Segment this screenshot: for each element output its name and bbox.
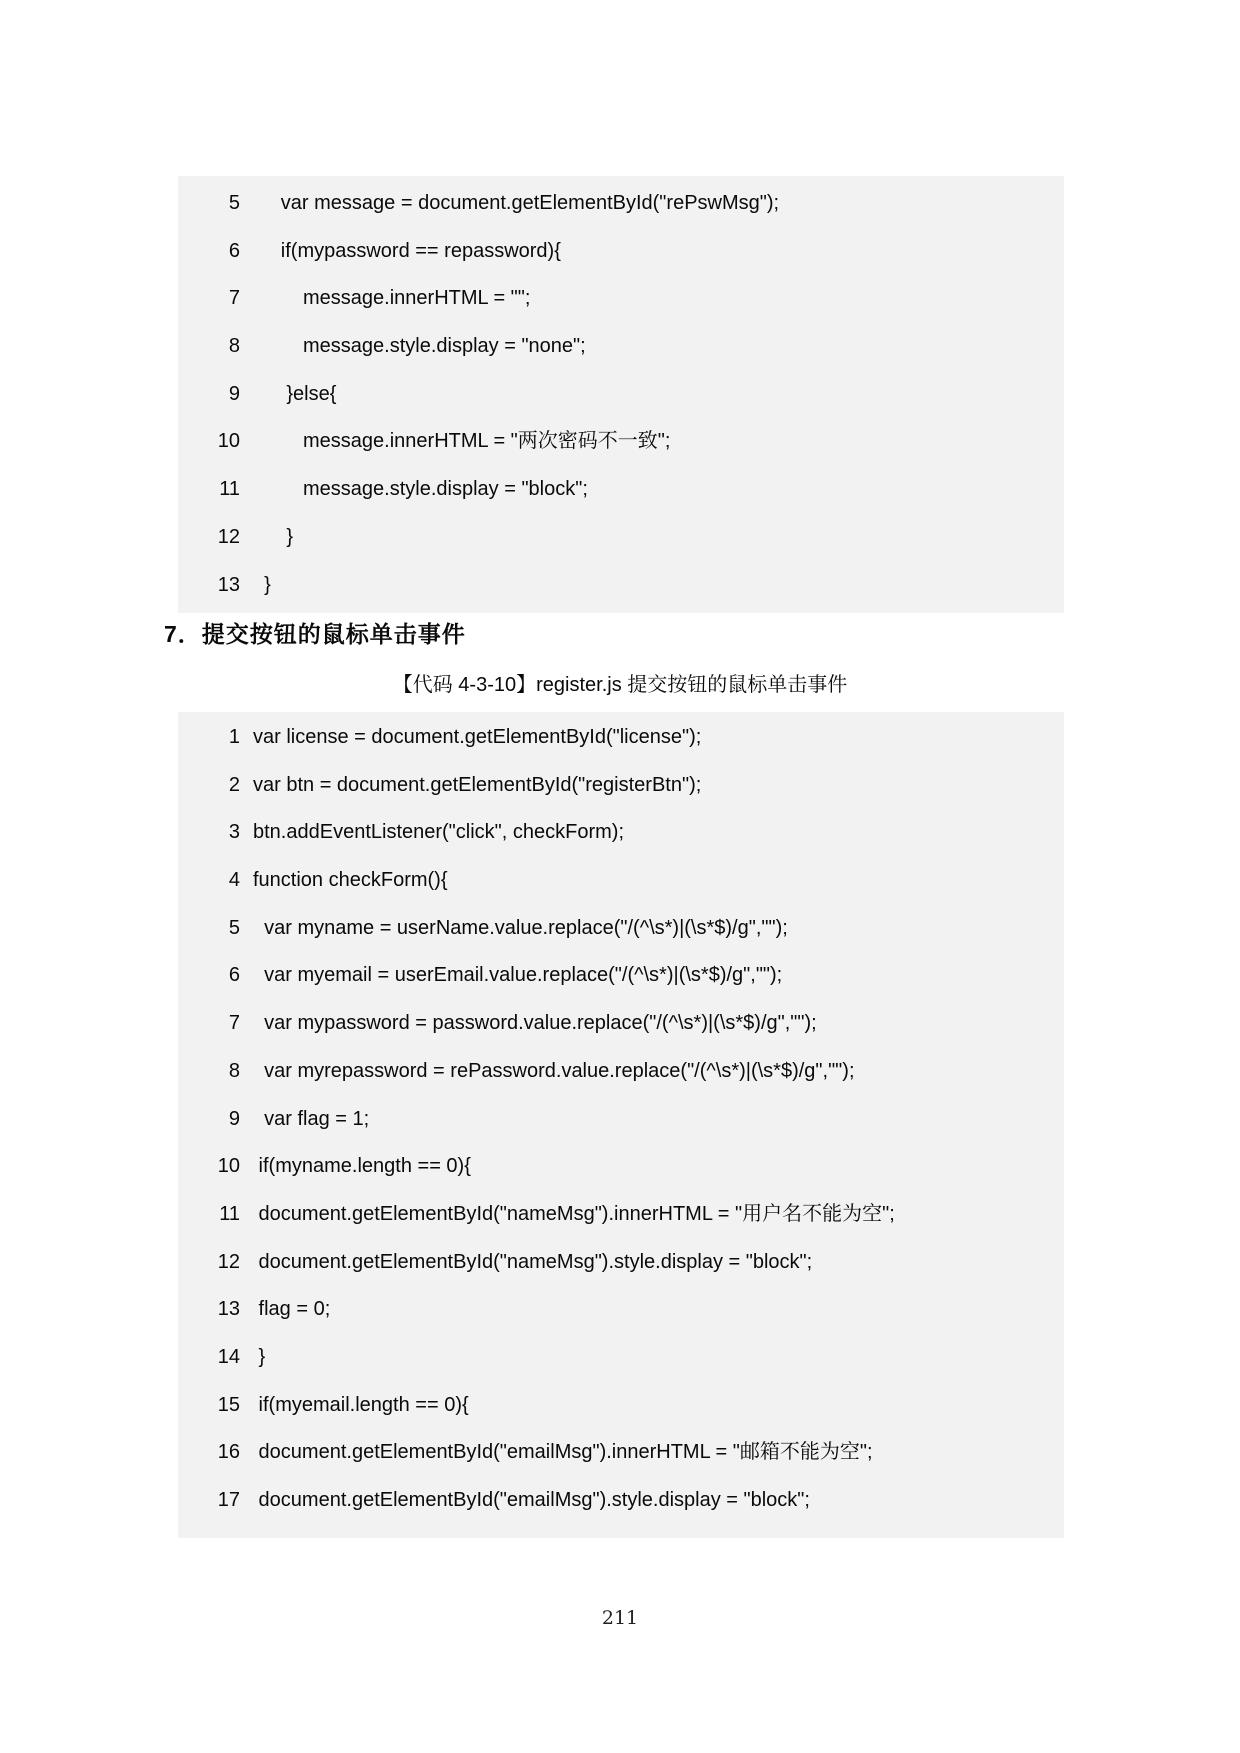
code-line [178,1143,1064,1191]
code-line [178,905,1064,953]
code-block-repswmsg [178,176,1064,613]
code-text: } [253,525,294,548]
line-number: 13 [217,573,240,596]
code-text: var license = document.getElementById("license"); [253,726,702,748]
code-line [178,371,1064,419]
code-text: var mypassword = password.value.replace("/(^\s*)|(\s*$)/g",""); [253,1012,817,1035]
code-line [178,466,1064,514]
line-number: 12 [217,525,240,548]
line-number: 16 [217,1441,240,1464]
code-line [178,228,1064,276]
code-line [178,1477,1064,1525]
line-number: 7 [228,1012,240,1035]
code-text: var myname = userName.value.replace("/(^\s*)|(\s*$)/g",""); [253,916,788,939]
code-line [178,323,1064,371]
code-line [178,714,1064,762]
code-text: flag = 0; [253,1298,331,1321]
code-line [178,180,1064,228]
code-line [178,1239,1064,1287]
code-line [178,762,1064,810]
code-text: if(myname.length == 0){ [253,1155,471,1178]
line-number: 14 [217,1345,240,1368]
code-line [178,809,1064,857]
code-text: } [253,1345,266,1368]
code-text: document.getElementById("emailMsg").style.display = "block"; [253,1489,810,1511]
code-text: document.getElementById("nameMsg").style.display = "block"; [253,1250,813,1273]
code-text: message.innerHTML = "两次密码不一致"; [253,430,671,453]
code-line [178,1286,1064,1334]
line-number: 1 [228,726,240,748]
code-text: var myemail = userEmail.value.replace("/(^\s*)|(\s*$)/g",""); [253,964,783,987]
code-line [178,1000,1064,1048]
code-text: function checkForm(){ [253,869,448,892]
line-number: 11 [219,478,240,501]
code-line [178,1048,1064,1096]
line-number: 9 [228,1107,240,1130]
code-text: var flag = 1; [253,1107,370,1130]
code-line [178,952,1064,1000]
code-text: } [253,573,271,596]
page-number: 211 [601,1607,639,1629]
line-number: 5 [228,916,240,939]
line-number: 10 [217,430,240,453]
code-text: if(mypassword == repassword){ [253,239,561,262]
line-number: 4 [228,869,240,892]
line-number: 6 [228,239,240,262]
code-text: document.getElementById("nameMsg").innerHTML = "用户名不能为空"; [253,1202,895,1225]
line-number: 17 [217,1489,240,1511]
code-line [178,275,1064,323]
code-text: }else{ [253,382,337,405]
code-text: btn.addEventListener("click", checkForm); [253,821,625,844]
code-text: var myrepassword = rePassword.value.replace("/(^\s*)|(\s*$)/g",""); [253,1059,855,1082]
code-line [178,418,1064,466]
line-number: 3 [228,821,240,844]
line-number: 10 [217,1155,240,1178]
code-line [178,562,1064,610]
code-line [178,1191,1064,1239]
code-line [178,857,1064,905]
section-heading: 7．提交按钮的鼠标单击事件 [164,621,466,647]
line-number: 8 [228,335,240,358]
code-block-checkform [178,712,1064,1538]
line-number: 15 [217,1393,240,1416]
code-text: document.getElementById("emailMsg").innerHTML = "邮箱不能为空"; [253,1441,873,1464]
code-text: message.style.display = "none"; [253,335,586,358]
code-text: var btn = document.getElementById("registerBtn"); [253,773,702,796]
line-number: 9 [228,382,240,405]
code-line [178,1382,1064,1430]
line-number: 12 [217,1250,240,1273]
line-number: 7 [228,287,240,310]
code-line [178,514,1064,562]
code-text: message.innerHTML = ""; [253,287,531,310]
line-number: 13 [217,1298,240,1321]
line-number: 6 [228,964,240,987]
code-text: message.style.display = "block"; [253,478,588,501]
code-listing-caption: 【代码 4-3-10】register.js 提交按钮的鼠标单击事件 [392,674,848,696]
code-text: if(myemail.length == 0){ [253,1393,469,1416]
line-number: 5 [228,192,240,214]
code-line [178,1096,1064,1144]
line-number: 11 [219,1202,240,1225]
line-number: 8 [228,1059,240,1082]
code-line [178,1334,1064,1382]
code-line [178,1429,1064,1477]
code-text: var message = document.getElementById("rePswMsg"); [253,192,780,214]
line-number: 2 [228,773,240,796]
